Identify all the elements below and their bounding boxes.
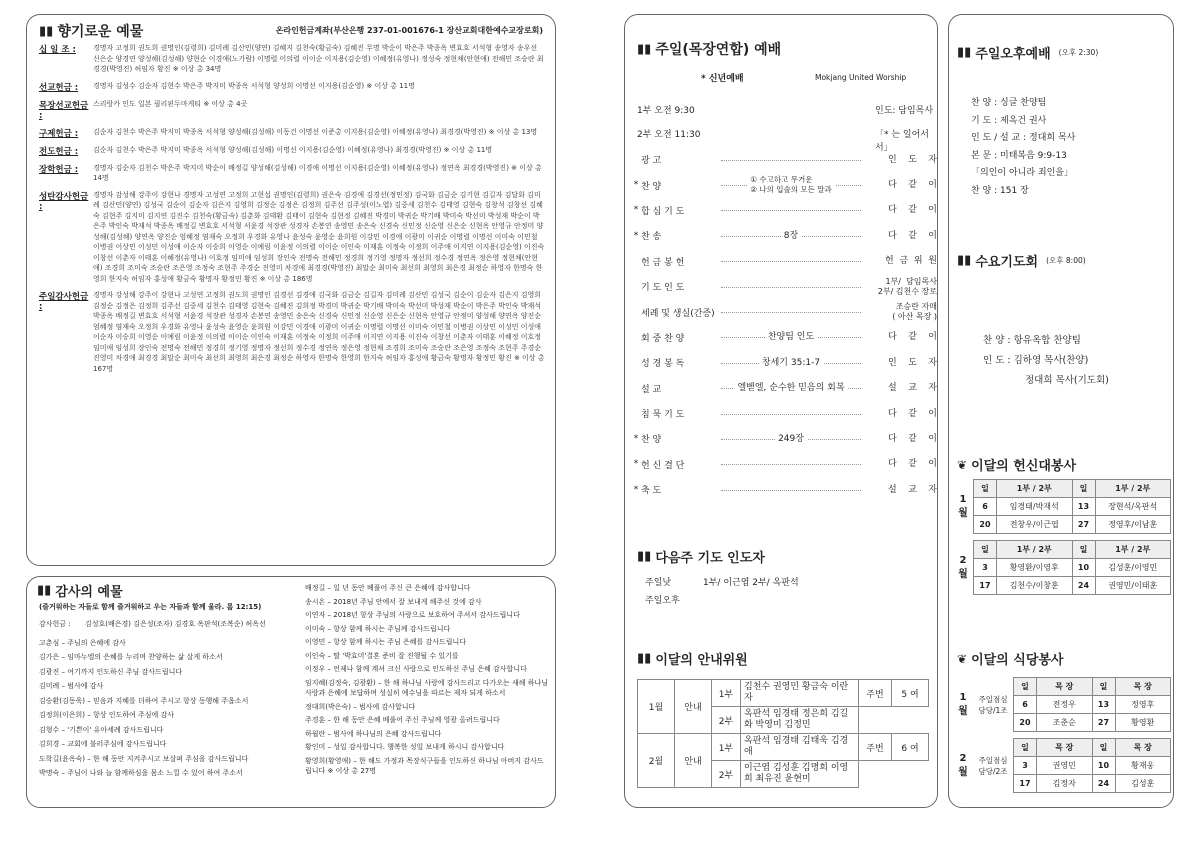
offering-category-label: 성탄감사헌금 : xyxy=(39,191,89,212)
offering-category-names: 스리랑카 인도 일본 필리핀두마게티 ※ 이상 총 4곳 xyxy=(93,99,248,108)
order-row xyxy=(631,198,937,223)
order-star: * xyxy=(633,205,639,216)
order-star xyxy=(631,325,641,350)
offering-category xyxy=(39,163,545,184)
service-grid-cell: 황재웅 xyxy=(1115,757,1171,775)
order-leader: 다 같 이 xyxy=(888,433,937,444)
order-row xyxy=(631,147,937,172)
afternoon-line: 찬 양 : 싱글 찬양팀 xyxy=(971,98,1047,108)
wednesday-line: 정대희 목사(기도회) xyxy=(1025,375,1109,386)
usher-title-row xyxy=(637,649,748,668)
service-grid-cell: 6 xyxy=(974,498,997,516)
section-marker-icon: ▮▮ xyxy=(637,549,652,564)
afternoon-line: 「의인이 아니라 죄인을」 xyxy=(971,168,1073,178)
service-grid-cell: 17 xyxy=(974,577,997,595)
service-grid-header xyxy=(1014,678,1171,696)
offering-category-names: 김순자 김천수 박은주 박지미 박종옥 서석형 양성해(김성해) 이명선 이지용(김순영) 이혜정(유영나) 최경경(박영진) ※ 이상 총 11명 xyxy=(93,145,493,154)
service-grid-cell: 전창우/이근엽 xyxy=(997,516,1073,534)
order-leader: 설 교 자 xyxy=(888,484,937,495)
wednesday-details xyxy=(983,331,1109,391)
service-grid-head: 일 xyxy=(974,541,997,559)
service-grid-row xyxy=(974,498,1171,516)
wednesday-title-row xyxy=(957,251,1086,270)
service-grid-row xyxy=(1014,714,1171,732)
afternoon-time: (오후 2:30) xyxy=(1058,48,1099,57)
dotted-leader xyxy=(721,160,861,161)
thanks-entry: 김형수 – '기쁜이' 유아세례 감사드립니다 xyxy=(39,725,164,734)
service-grid-head: 1부 / 2부 xyxy=(997,480,1073,498)
order-leader: 다 같 이 xyxy=(888,230,937,241)
service-month: 2 월 xyxy=(958,554,968,580)
afternoon-line: 본 문 : 미태복음 9:9-13 xyxy=(971,150,1067,161)
section-marker-icon: ▮▮ xyxy=(39,23,54,39)
order-row xyxy=(631,274,937,299)
order-star xyxy=(631,299,641,324)
service-grid-cell: 17 xyxy=(1014,775,1037,793)
order-detail-cell xyxy=(719,376,863,401)
offering-category-names: 경명자 김순자 김천수 박은주 박지미 박순이 배정길 양성해(김성해) 이경애 이명선 이지용(김순영) 이혜정(유영나) 정연옥 최경경(박영진) ※ 이상 총 14명 xyxy=(93,163,542,182)
service-grid-cell: 3 xyxy=(1014,757,1037,775)
service-month-block xyxy=(953,540,1171,595)
thanks-entry: 송시온 – 2018년 주님 안에서 잘 보내게 해주신 것에 감사 xyxy=(305,597,482,606)
order-star xyxy=(631,350,641,375)
offering-category-names: 경명자 감성해 강주이 강현나 경명자 고성연 고정희 고현섭 권명인(김령희) 권은숙 김경애 김경선(정민정) 김국화 김금순 김기현 김길자 김달화 김미례 김산민(양연) 김성국 김순이 김순자 김은지 김영희 김정순 김정은 김정희 김주선 김주성(이노엽) 김중세 김천수 김태영 김현숙 김창석 김창선 김혜숙 김현주 김지미 김지연 김진수 김천숙(황금숙) 김춘화 김태환 김태이 김현숙 김현정 김혜진 박경미 박귀순 박기배 박미숙 박선미 박성재 박순이 박은주 박인숙 박재석 박종옥 배정길 변효호 서석형 서윤경 석장관 성경자 손봉연 송영민 송은숙 신경숙 신민정 신순영 신은순 신현옥 안영규 안정미 양성해(김성해) 양연옥 양진순 엄혜정 염재숙 오정희 우경화 유영나 윤성숙 윤영순 윤희원 이강민 이경애 이광미 이귀순 이명렬 이명선 이미숙 이민철 이병권 이상민 이성민 이성애 이순자 이승희 이영순 이예림 이윤정 이의렬 이이순 이인숙 이재훈 이정숙 이정희 이주애 이지연 이지용(김순영) 이진숙 이창선 이춘자 이태훈 이혜정(유영나) 이호정 임미애 임성희 장인숙 전명숙 전해민 정경희 정기영 정명자 정선희 정수경 정연옥 정은영 정현채(안현애) 조경희 조미숙 조승란 조은영 조정숙 조현주 주경순 진영미 차경애 최경경(박영진) 최말순 최미숙 최선희 최영희 최은경 최정순 하영자 한명숙 한영희 한지숙 허임자 홍성애 황금숙 황명자 황정민 황진 ※ 이상 총 186명 xyxy=(93,190,545,283)
service-grid-head: 1부 / 2부 xyxy=(1095,541,1171,559)
service-grid-head: 일 xyxy=(1092,739,1115,757)
service-grid-head: 목 장 xyxy=(1115,678,1171,696)
thanks-entry: 하월란 – 범사에 하나님의 은혜 감사드립니다 xyxy=(305,729,442,738)
usher-role: 안내 xyxy=(675,680,712,734)
offering-list xyxy=(39,43,545,559)
usher-empty xyxy=(859,707,929,734)
thanks-entry: 김광진 – 여기까지 인도하신 주님 감사드립니다 xyxy=(39,667,183,676)
order-row xyxy=(631,350,937,375)
section-marker-icon: ▮▮ xyxy=(957,45,972,60)
service-grid-cell: 권영민 xyxy=(1037,757,1093,775)
order-leader: 인 도 자 xyxy=(888,154,937,165)
order-detail: 249장 xyxy=(775,434,807,444)
next-leader-title: 다음주 기도 인도자 xyxy=(655,551,765,566)
order-detail-cell xyxy=(719,325,863,350)
thanks-entry: 도학길(윤옥숙) – 한 해 동안 지켜주시고 보살펴 주심을 감사드립니다 xyxy=(39,754,249,763)
order-detail-cell xyxy=(719,172,863,197)
offering-category-label: 전도헌금 : xyxy=(39,146,79,157)
offering-category-label: 장학헌금 : xyxy=(39,164,79,175)
thanks-entry: 이인숙 – 딸 '박효미'결혼 준비 잘 진행될 수 있기를 xyxy=(305,651,459,660)
second-service-time: 2부 오전 11:30 xyxy=(637,130,701,140)
service-grid-cell: 24 xyxy=(1072,577,1095,595)
order-star: * xyxy=(633,433,639,444)
service-grid-head: 일 xyxy=(1072,480,1095,498)
order-item: 설 교 xyxy=(641,384,662,395)
service-grid-head: 1부 / 2부 xyxy=(1095,480,1171,498)
offering-category-label: 주일감사헌금 : xyxy=(39,292,89,312)
usher-duty: 주번 xyxy=(859,680,892,707)
thanks-entry: 고춘심 – 주님의 은혜에 감사 xyxy=(39,638,126,647)
service-grid-cell: 정영후/이남훈 xyxy=(1095,516,1171,534)
order-leader: 설 교 자 xyxy=(888,383,937,394)
thanks-entry: 김정희(이은희) – 항상 인도하여 주심에 감사 xyxy=(39,711,175,719)
section-marker-icon: ▮▮ xyxy=(957,253,972,268)
thanks-entry: 김희경 – 교회에 불러주심에 감사드립니다 xyxy=(39,740,167,748)
online-account: 온라인헌금계좌(부산은행 237-01-001676-1 장산교회대한예수교장로회) xyxy=(275,26,543,35)
next-leader-day-label: 주일낮 xyxy=(645,578,672,588)
service-grid-header xyxy=(974,541,1171,559)
gift-label: 감사헌금 : xyxy=(39,620,71,628)
thanks-title: 감사의 예물 xyxy=(55,585,123,600)
afternoon-line: 기 도 : 제옥건 권사 xyxy=(971,115,1047,126)
thanks-entry: 배정길 – 일 년 동안 베풀어 주신 큰 은혜에 감사합니다 xyxy=(305,584,471,592)
service-team: 주일점심 담당/1조 xyxy=(978,694,1008,715)
thanks-col2 xyxy=(305,583,549,780)
wednesday-line: 인 도 : 김하영 목사(찬양) xyxy=(983,355,1089,366)
service-grid-head: 목 장 xyxy=(1115,739,1171,757)
service-grid-head: 일 xyxy=(1014,739,1037,757)
order-leader: 다 같 이 xyxy=(888,332,937,343)
order-item: 회 중 찬 양 xyxy=(641,333,685,344)
offering-category-label: 선교헌금 : xyxy=(39,82,79,93)
usher-empty xyxy=(859,761,929,788)
offering-category-label: 십 일 조 : xyxy=(39,45,76,55)
thanks-entry: 김미례 – 범사에 감사 xyxy=(39,682,104,690)
dotted-leader xyxy=(721,312,861,313)
service-grid-cell: 김천수/이창훈 xyxy=(997,577,1073,595)
usher-part: 2부 xyxy=(712,707,741,734)
dedication-tables xyxy=(953,479,1171,601)
service-month-block xyxy=(953,479,1171,534)
order-star xyxy=(631,401,641,426)
dotted-leader xyxy=(721,464,861,465)
service-grid-head: 목 장 xyxy=(1037,678,1093,696)
thanks-entry: 이정우 – 언제나 함께 계셔 크신 사랑으로 인도하신 주님 은혜 감사합니다 xyxy=(305,665,527,673)
service-grid-cell: 김성훈 xyxy=(1115,775,1171,793)
service-grid-header xyxy=(974,480,1171,498)
service-grid-cell: 김정자 xyxy=(1037,775,1093,793)
offering-category xyxy=(39,99,545,121)
usher-part: 1부 xyxy=(712,680,741,707)
service-month-block xyxy=(953,677,1171,732)
service-grid-row xyxy=(974,559,1171,577)
usher-month: 2월 xyxy=(638,734,675,788)
order-row xyxy=(631,401,937,426)
order-leader: 조승란 자매 ( 아산 목장 ) xyxy=(892,302,937,322)
worship-section xyxy=(624,14,938,808)
service-grid-head: 목 장 xyxy=(1037,739,1093,757)
order-of-service xyxy=(631,147,937,502)
cafeteria-title: 이달의 식당봉사 xyxy=(971,653,1064,668)
usher-names: 옥판석 임경태 정은희 김길화 박영미 김정민 xyxy=(741,707,859,734)
service-grid-row xyxy=(974,516,1171,534)
service-grid-head: 일 xyxy=(1072,541,1095,559)
order-detail-cell xyxy=(719,350,863,375)
service-grid-header xyxy=(1014,739,1171,757)
order-detail-cell xyxy=(719,147,863,172)
thanks-entry: 정대희(박은숙) – 범사에 감사합니다 xyxy=(305,702,416,711)
afternoon-details xyxy=(971,95,1075,200)
section-marker-icon: ▮▮ xyxy=(637,651,652,666)
order-leader: 다 같 이 xyxy=(888,180,937,191)
wednesday-time: (오후 8:00) xyxy=(1046,256,1086,265)
service-grid-cell: 황영환/이영후 xyxy=(997,559,1073,577)
service-grid-cell: 13 xyxy=(1072,498,1095,516)
offering-category xyxy=(39,127,545,139)
order-row xyxy=(631,426,937,451)
cafeteria-title-row xyxy=(957,649,1064,668)
service-grid-head: 일 xyxy=(974,480,997,498)
section-marker-icon: ▮▮ xyxy=(37,583,52,598)
order-item: 합 심 기 도 xyxy=(641,206,685,217)
thanks-entry: 임지혜(김정숙, 김광환) – 한 해 하나님 사랑에 감사드리고 다가오는 새해 하나님 사랑과 은혜에 보답하며 성실히 예수님을 따르는 제자 되게 하소서 xyxy=(305,678,549,697)
offering-category xyxy=(39,290,545,374)
gift-names: 김성호(배은경) 김은성(조자) 김경호 옥판석(조복순) 허옥선 xyxy=(85,620,266,628)
first-service-leader: 인도: 담임목사 xyxy=(875,106,934,116)
stand-note: 「* 는 일어서서」 xyxy=(875,130,929,153)
order-row xyxy=(631,376,937,401)
usher-duty: 주번 xyxy=(859,734,892,761)
afternoon-line: 인 도 / 설 교 : 정대희 목사 xyxy=(971,133,1076,143)
service-grid-cell: 황영환 xyxy=(1115,714,1171,732)
order-row xyxy=(631,249,937,274)
order-detail-cell xyxy=(719,249,863,274)
order-star: * xyxy=(633,230,639,241)
dotted-leader xyxy=(721,261,861,262)
order-detail-cell xyxy=(719,477,863,502)
dotted-leader xyxy=(721,287,861,288)
service-grid-head: 일 xyxy=(1014,678,1037,696)
afternoon-title: 주일오후예배 xyxy=(975,47,1051,62)
order-detail-cell xyxy=(719,452,863,477)
service-grid-cell: 6 xyxy=(1014,696,1037,714)
offering-category-names: 김순자 김천수 박은주 박지미 박종옥 서석형 양성해(김성해) 이동건 이명선 이준총 이지용(김순영) 이혜정(유영나) 최경경(박영진) ※ 이상 총 13명 xyxy=(93,127,538,136)
service-grid-cell: 27 xyxy=(1072,516,1095,534)
afternoon-line: 찬 양 : 151 장 xyxy=(971,185,1029,196)
thanks-col1 xyxy=(39,619,299,783)
service-grid-row xyxy=(1014,757,1171,775)
service-grid-cell: 김성훈/이영민 xyxy=(1095,559,1171,577)
order-row xyxy=(631,223,937,248)
service-grid-cell: 전정우 xyxy=(1037,696,1093,714)
order-star: * xyxy=(633,459,639,470)
service-grid xyxy=(1013,738,1171,793)
service-grid-row xyxy=(1014,775,1171,793)
order-row xyxy=(631,452,937,477)
first-service-time: 1부 오전 9:30 xyxy=(637,106,695,116)
usher-count: 6 여 xyxy=(892,734,929,761)
service-grid-cell: 10 xyxy=(1092,757,1115,775)
service-grid-cell: 정영후 xyxy=(1115,696,1171,714)
usher-row xyxy=(638,734,929,761)
thanks-entry: 이영민 – 항상 함께 하시는 주님 은혜를 감사드립니다 xyxy=(305,638,467,646)
order-star xyxy=(631,376,641,401)
service-grid-cell: 13 xyxy=(1092,696,1115,714)
worship-title-row xyxy=(637,39,781,59)
order-leader: 1부/ 담임목사 2부/ 김천수 장로 xyxy=(877,276,937,296)
wednesday-title: 수요기도회 xyxy=(975,255,1039,270)
order-detail: 엘벧엘, 순수한 믿음의 회복 xyxy=(734,383,847,393)
usher-names: 옥판석 임경태 김태욱 김경애 xyxy=(741,734,859,761)
offering-category-names: 경명자 고정희 권도희 권명인(김령희) 김미례 김산민(양연) 김혜지 김천숙(황금숙) 김혜진 무명 박순이 박은주 박종옥 변효호 서석형 송영자 송우선 신은순 양경연 양성해(김성해) 양현순 이경애(노가람) 이명렬 이의렬 이이순 이지용(김순영) 이혜정(유영나) 정성숙 정현채(안현애) 전해민 조승란 최경경(박영진) 허임자 황진 ※ 이상 총 34명 xyxy=(93,44,544,73)
next-leader-afternoon-label: 주일오후 xyxy=(645,596,680,606)
offering-category-label: 목장선교헌금 : xyxy=(39,100,89,121)
section-marker-icon: ▮▮ xyxy=(637,41,652,57)
order-detail-cell xyxy=(719,401,863,426)
order-item: 침 묵 기 도 xyxy=(641,410,685,421)
thanks-entry: 김승환(김동욱) – 믿음과 지혜를 더하여 주시고 항상 동행해 주옵소서 xyxy=(39,696,249,705)
offering-category-names: 경명자 강성해 강주이 강현나 고성연 고정희 권도희 권명인 김경선 김경애 김국화 김금순 김길자 김미례 김산민 김성국 김순이 김순자 김은지 김영희 김정순 김정은 김정희 김주선 김중세 김천수 김태영 김현숙 김혜진 김희정 박경미 박귀순 박기배 박미숙 박선미 박성재 박순이 박은주 박인숙 박재석 박종옥 배정길 변효호 서석형 서윤경 석장관 성경자 손봉연 송영민 송은숙 신경숙 신민정 신순영 신은순 신현옥 안영규 안정미 양성해 양연옥 양진순 엄혜정 염재숙 오정희 우경화 유영나 윤성숙 윤영순 윤희원 이강민 이경애 이광미 이귀순 이명렬 이명선 이미숙 이민철 이병권 이상민 이성민 이성애 이순자 이승희 이영순 이예림 이윤정 이의렬 이이순 이인숙 이재훈 이정숙 이정희 이주애 이지연 이지용 이진숙 이창선 이춘자 이태훈 이혜정 이호정 임미애 임성희 장인숙 전명숙 전해민 정경희 정기영 정명자 정선희 정수경 정연옥 정은영 정현채 조경희 조미숙 조승란 조은영 조정숙 조현주 주경순 진영미 차경애 최경경 최말순 최미숙 최선희 최영희 최은경 최정순 하영자 한명숙 한영희 한지숙 허임자 홍성애 황금숙 황명자 황정민 황진 ※ 이상 총 167명 xyxy=(93,291,545,373)
offering-title: 향기로운 예물 xyxy=(57,24,144,40)
service-grid-head: 일 xyxy=(1092,678,1115,696)
order-item: 찬 송 xyxy=(641,232,662,243)
new-year-label: * 신년예배 xyxy=(701,74,744,84)
service-grid xyxy=(973,479,1171,534)
order-detail-cell xyxy=(719,426,863,451)
usher-row xyxy=(638,680,929,707)
thanks-section xyxy=(26,576,556,808)
heart-icon: ❦ xyxy=(957,457,968,472)
afternoon-title-row xyxy=(957,43,1098,62)
order-detail: ① 수고하고 무거운 ② 나의 입술의 모든 말과 xyxy=(747,175,834,195)
service-grid-cell: 장현석/옥판석 xyxy=(1095,498,1171,516)
offering-category xyxy=(39,43,545,75)
order-detail-cell xyxy=(719,223,863,248)
thanks-entry: 주경훈 – 한 해 동안 은혜 베풀어 주신 주님께 영광 올려드립니다 xyxy=(305,716,500,724)
worship-en: Mokjang United Worship xyxy=(815,73,907,82)
usher-role: 안내 xyxy=(675,734,712,788)
offering-section xyxy=(26,14,556,566)
dotted-leader xyxy=(721,210,861,211)
order-leader: 헌 금 위 원 xyxy=(885,256,937,267)
usher-title: 이달의 안내위원 xyxy=(655,653,748,668)
order-leader: 다 같 이 xyxy=(888,459,937,470)
service-grid xyxy=(973,540,1171,595)
order-detail-cell xyxy=(719,299,863,324)
usher-names: 김천수 권영민 황금숙 이란자 xyxy=(741,680,859,707)
service-grid-cell: 조춘순 xyxy=(1037,714,1093,732)
order-leader: 다 같 이 xyxy=(888,205,937,216)
order-item: 광 고 xyxy=(641,156,662,167)
order-item: 찬 양 xyxy=(641,181,662,192)
thanks-entry: 황인미 – 성일 감사합니다. 행복한 성일 보내게 하시니 감사합니다 xyxy=(305,743,505,751)
dotted-leader xyxy=(721,414,861,415)
service-month: 1 월 xyxy=(958,691,968,717)
usher-part: 1부 xyxy=(712,734,741,761)
service-grid-row xyxy=(1014,696,1171,714)
order-item: 헌 금 봉 헌 xyxy=(641,257,685,268)
order-item: 축 도 xyxy=(641,486,662,497)
order-row xyxy=(631,172,937,197)
offering-category xyxy=(39,81,545,93)
order-detail: 창세기 35:1-7 xyxy=(759,358,823,368)
thanks-entry: 황영희(황영애) – 한 해도 가정과 목장식구들을 인도하신 하나님 아버지 감사드립니다 ※ 이상 총 27명 xyxy=(305,756,544,775)
order-item: 성 경 봉 독 xyxy=(641,359,685,370)
worship-title: 주일(목장연합) 예배 xyxy=(655,42,782,58)
usher-count: 5 여 xyxy=(892,680,929,707)
thanks-entry: 이연자 – 2018년 항상 주님의 사랑으로 보호하여 주셔서 감사드립니다 xyxy=(305,611,520,619)
usher-part: 2부 xyxy=(712,761,741,788)
service-grid-cell: 20 xyxy=(974,516,997,534)
service-month: 1 월 xyxy=(958,493,968,519)
order-detail: 찬양팀 인도 xyxy=(765,332,817,342)
thanks-title-row xyxy=(37,581,123,600)
service-grid xyxy=(1013,677,1171,732)
order-detail: 8장 xyxy=(781,231,801,241)
right-section xyxy=(948,14,1174,808)
order-star: * xyxy=(633,484,639,495)
dedication-title-row xyxy=(957,455,1076,474)
usher-names: 이근엽 김성훈 김명희 이영희 최유진 윤현미 xyxy=(741,761,859,788)
heart-icon: ❦ xyxy=(957,651,968,666)
thanks-entry: 김가은 – 임마누엘의 은혜를 누리며 찬양하는 삶 살게 하소서 xyxy=(39,653,223,661)
thanks-subtitle: (즐거워하는 자들로 함께 즐거워하고 우는 자들과 함께 울라. 롬 12:15) xyxy=(39,603,262,611)
service-grid-head: 1부 / 2부 xyxy=(997,541,1073,559)
order-star xyxy=(631,249,641,274)
next-leader-day-value: 1부/ 이근엽 2부/ 옥판석 xyxy=(703,578,799,588)
service-grid-cell: 24 xyxy=(1092,775,1115,793)
wednesday-line: 찬 양 : 항유옥합 찬양팀 xyxy=(983,335,1081,346)
order-detail-cell xyxy=(719,198,863,223)
offering-title-row xyxy=(39,21,143,41)
order-row xyxy=(631,299,937,324)
service-grid-cell: 권영민/이태훈 xyxy=(1095,577,1171,595)
service-grid-cell: 27 xyxy=(1092,714,1115,732)
order-row xyxy=(631,325,937,350)
offering-category-names: 경명자 김성수 김순자 김현수 박은주 박지미 박종옥 서석형 양성희 이명선 이지용(김순영) ※ 이상 총 11명 xyxy=(93,81,415,90)
order-leader: 인 도 자 xyxy=(888,357,937,368)
service-grid-cell: 10 xyxy=(1072,559,1095,577)
offering-category-label: 구제헌금 : xyxy=(39,128,79,139)
offering-category xyxy=(39,190,545,285)
cafeteria-tables xyxy=(953,677,1171,799)
order-star xyxy=(631,147,641,172)
service-month: 2 월 xyxy=(958,752,968,778)
order-leader: 다 같 이 xyxy=(888,408,937,419)
order-row xyxy=(631,477,937,502)
usher-month: 1월 xyxy=(638,680,675,734)
next-leader-title-row xyxy=(637,547,765,566)
dotted-leader xyxy=(721,490,861,491)
service-grid-cell: 3 xyxy=(974,559,997,577)
dedication-title: 이달의 헌신대봉사 xyxy=(971,459,1077,474)
offering-category xyxy=(39,145,545,157)
service-grid-cell: 임경태/박재석 xyxy=(997,498,1073,516)
order-item: 헌 신 결 단 xyxy=(641,460,685,471)
order-star: * xyxy=(633,180,639,191)
usher-table xyxy=(637,679,929,788)
service-month-block xyxy=(953,738,1171,793)
order-star xyxy=(631,274,641,299)
order-item: 기 도 인 도 xyxy=(641,283,685,294)
order-detail-cell xyxy=(719,274,863,299)
thanks-entry: 박명숙 – 주님이 나와 늘 함께하심을 몸소 느낄 수 있어 하여 주소서 xyxy=(39,769,243,777)
service-team: 주일점심 담당/2조 xyxy=(978,755,1008,776)
thanks-entry: 이미숙 – 항상 함께 하시는 주님께 감사드립니다 xyxy=(305,624,451,633)
order-item: 세례 및 생실(간증) xyxy=(641,308,715,319)
service-grid-cell: 20 xyxy=(1014,714,1037,732)
order-item: 찬 양 xyxy=(641,435,662,446)
service-grid-row xyxy=(974,577,1171,595)
